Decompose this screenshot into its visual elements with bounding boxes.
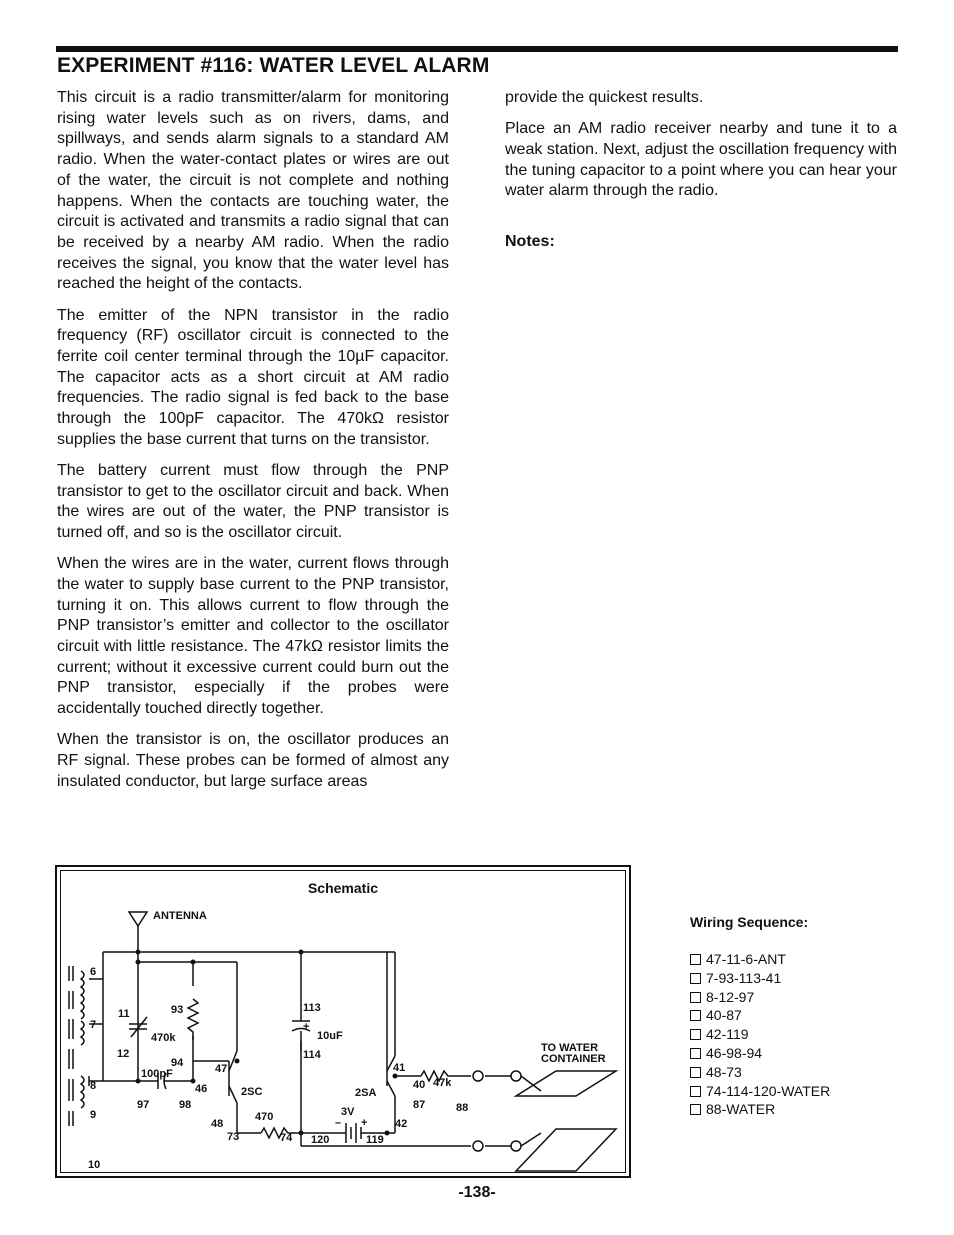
terminal-label: 11 [118, 1008, 130, 1020]
checkbox-icon[interactable] [690, 1029, 701, 1040]
checkbox-icon[interactable] [690, 992, 701, 1003]
battery-polarity: – [335, 1117, 342, 1129]
terminal-label: 7 [90, 1019, 97, 1031]
wiring-step: 8-12-97 [706, 988, 755, 1005]
resistor-470k-symbol [188, 999, 198, 1040]
wiring-item [690, 1082, 830, 1101]
wiring-step: 42-119 [706, 1026, 749, 1043]
terminal-label: 12 [117, 1048, 130, 1060]
battery-value-label: 3V [341, 1106, 355, 1118]
wires [89, 952, 511, 1146]
transistor-label: 2SC [241, 1086, 263, 1098]
checkbox-icon[interactable] [690, 1010, 701, 1021]
wiring-item [690, 988, 830, 1007]
wiring-step: 88-WATER [706, 1101, 776, 1118]
schematic-labels [88, 910, 606, 1171]
paragraph: The battery current must flow through the PNP transistor to get to the oscillator circuit and back. When the wires are out of the water, the PNP transistor is turned off, and so is the oscillator circuit. [57, 461, 449, 542]
terminal-label: 46 [195, 1083, 208, 1095]
checkbox-icon[interactable] [690, 1104, 701, 1115]
schematic-figure [55, 865, 631, 1178]
transistor-label: 2SA [355, 1087, 377, 1099]
capacitor-value-label: 100pF [141, 1068, 173, 1080]
terminal-label: 42 [395, 1118, 408, 1130]
terminal-label: 93 [171, 1004, 184, 1016]
checkbox-icon[interactable] [690, 1048, 701, 1059]
terminal-label: 10 [88, 1159, 101, 1171]
resistor-value-label: 470 [255, 1111, 274, 1123]
page-number: -138- [458, 1184, 496, 1201]
terminal-label: 40 [413, 1079, 426, 1091]
terminal-label: 87 [413, 1099, 426, 1111]
wiring-step: 7-93-113-41 [706, 969, 782, 986]
water-label: CONTAINER [541, 1053, 606, 1065]
antenna-label: ANTENNA [153, 910, 207, 922]
paragraph: When the wires are in the water, current flows through the water to supply base current to the PNP transistor, turning it on. This allows current to flow through the PNP transistor’s emitter and collector to the oscillator circuit with little resistance. The 47kΩ resistor limits the current; without it excessive current could burn out the PNP transistor, especially if the probes were accidentally touched directly together. [57, 555, 449, 718]
resistor-value-label: 470k [151, 1032, 176, 1044]
notes-label: Notes: [505, 233, 555, 251]
terminal-label: 6 [90, 966, 97, 978]
wiring-title: Wiring Sequence: [690, 914, 809, 930]
paragraph: This circuit is a radio transmitter/alarm for monitoring rising water levels such as on rivers, dams, and spillways, and sends alarm signals to a standard AM radio. When the water-contact plates or wires are out of the water, the circuit is not complete and nothing happens. When the contacts are touching water, the circuit is activated and transmits a radio signal that can be received by a nearby AM radio. When the radio receives the signal, you know that the water level has reached the height of the contacts. [57, 89, 449, 293]
wiring-item [690, 1100, 830, 1119]
wiring-list [690, 950, 830, 1119]
terminal-label: 73 [227, 1131, 240, 1143]
terminal-label: 119 [366, 1134, 384, 1146]
wiring-item [690, 1006, 830, 1025]
terminal-label: 48 [211, 1118, 224, 1130]
ferrite-coil-symbol [69, 966, 84, 1126]
checkbox-icon[interactable] [690, 973, 701, 984]
terminal-label: 114 [303, 1049, 321, 1061]
terminal-label: 98 [179, 1099, 192, 1111]
left-column [57, 88, 449, 793]
right-column [505, 88, 897, 263]
wiring-step: 47-11-6-ANT [706, 951, 786, 967]
probe-terminals [473, 1071, 541, 1151]
terminal-label: 97 [137, 1099, 150, 1111]
paragraph: The emitter of the NPN transistor in the radio frequency (RF) oscillator circuit is connected to the ferrite coil center terminal through the 10µF capacitor. The capacitor acts as a short circuit at AM radio frequencies. The radio signal is fed back to the base through the 100pF capacitor. The 470kΩ resistor supplies the base current that turns on the transistor. [57, 306, 449, 448]
paragraph: Place an AM radio receiver nearby and tune it to a weak station. Next, adjust the oscillation frequency with the tuning capacitor to a point where you can hear your water alarm through the radio. [505, 120, 897, 200]
header-rule [56, 46, 898, 52]
wiring-sequence [690, 914, 830, 1119]
battery-polarity: + [361, 1117, 368, 1129]
schematic-diagram [61, 871, 627, 1174]
water-label: TO WATER [541, 1042, 599, 1054]
paragraph: When the transistor is on, the oscillator produces an RF signal. These probes can be formed of almost any insulated conductor, but large surface areas [57, 731, 449, 790]
terminal-label: 74 [280, 1132, 293, 1144]
terminal-label: 47 [215, 1063, 228, 1075]
wiring-step: 48-73 [706, 1063, 742, 1080]
capacitor-polarity: + [303, 1021, 310, 1033]
wiring-item [690, 950, 830, 969]
terminal-label: 113 [303, 1002, 321, 1014]
resistor-value-label: 47k [433, 1077, 452, 1089]
terminal-label: 8 [90, 1080, 97, 1092]
terminal-label: 94 [171, 1057, 184, 1069]
checkbox-icon[interactable] [690, 1086, 701, 1097]
schematic-title: Schematic [307, 880, 379, 896]
terminal-label: 41 [393, 1062, 406, 1074]
wiring-item [690, 1044, 830, 1063]
schematic-frame [60, 870, 626, 1173]
checkbox-icon[interactable] [690, 1067, 701, 1078]
battery-symbol [346, 1123, 361, 1143]
wiring-item [690, 969, 830, 988]
paragraph: provide the quickest results. [505, 89, 704, 106]
wiring-step: 40-87 [706, 1007, 742, 1024]
capacitor-value-label: 10uF [317, 1030, 343, 1042]
wiring-step: 46-98-94 [706, 1044, 763, 1061]
water-plates [516, 1071, 616, 1171]
wiring-item [690, 1063, 830, 1082]
wiring-step: 74-114-120-WATER [706, 1082, 831, 1099]
wiring-item [690, 1025, 830, 1044]
terminal-label: 88 [456, 1102, 469, 1114]
antenna-symbol [129, 912, 147, 952]
terminal-label: 9 [90, 1109, 97, 1121]
page-title: EXPERIMENT #116: WATER LEVEL ALARM [57, 54, 490, 77]
terminal-label: 120 [311, 1134, 330, 1146]
checkbox-icon[interactable] [690, 954, 701, 965]
